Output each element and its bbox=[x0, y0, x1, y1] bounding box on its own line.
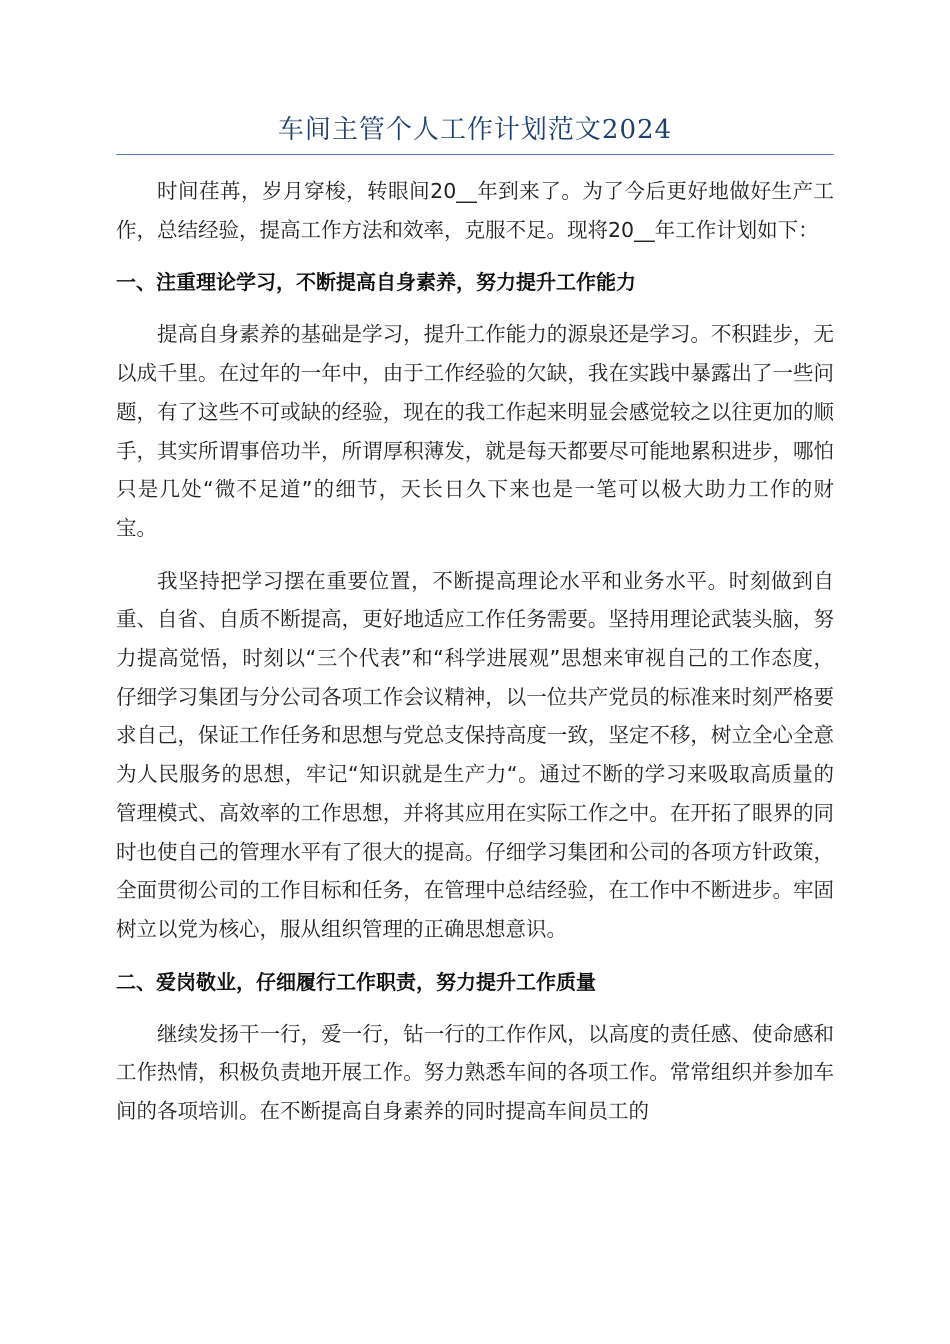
section-1-paragraph-2: 我坚持把学习摆在重要位置，不断提高理论水平和业务水平。时刻做到自重、自省、自质不断提高，更好地适应工作任务需要。坚持用理论武装头脑，努力提高觉悟，时刻以“三个代表”和“科学进展观”思想来审视自己的工作态度，仔细学习集团与分公司各项工作会议精神，以一位共产党员的标准来时刻严格要求自己，保证工作任务和思想与党总支保持高度一致，坚定不移，树立全心全意为人民服务的思想，牢记“知识就是生产力“。通过不断的学习来吸取高质量的管理模式、高效率的工作思想，并将其应用在实际工作之中。在开拓了眼界的同时也使自己的管理水平有了很大的提高。仔细学习集团和公司的各项方针政策，全面贯彻公司的工作目标和任务，在管理中总结经验，在工作中不断进步。牢固树立以党为核心，服从组织管理的正确思想意识。 bbox=[116, 568, 834, 941]
section-1-paragraph-1: 提高自身素养的基础是学习，提升工作能力的源泉还是学习。不积跬步，无以成千里。在过年的一年中，由于工作经验的欠缺，我在实践中暴露出了一些问题，有了这些不可或缺的经验，现在的我工作起来明显会感觉较之以往更加的顺手，其实所谓事倍功半，所谓厚积薄发，就是每天都要尽可能地累积进步，哪怕只是几处“微不足道”的细节，天长日久下来也是一笔可以极大助力工作的财宝。 bbox=[116, 322, 834, 540]
section-2-paragraph-1: 继续发扬干一行，爱一行，钻一行的工作作风，以高度的责任感、使命感和工作热情，积极负责地开展工作。努力熟悉车间的各项工作。常常组织并参加车间的各项培训。在不断提高自身素养的同时提高车间员工的 bbox=[116, 1021, 834, 1124]
document-body bbox=[116, 172, 834, 1145]
section-1-heading: 一、注重理论学习，不断提高自身素养，努力提升工作能力 bbox=[116, 270, 636, 295]
title-underline bbox=[116, 154, 834, 155]
section-2-heading: 二、爱岗敬业，仔细履行工作职责，努力提升工作质量 bbox=[116, 969, 596, 994]
intro-paragraph: 时间荏苒，岁月穿梭，转眼间20__年到来了。为了今后更好地做好生产工作，总结经验，提高工作方法和效率，克服不足。现将20__年工作计划如下： bbox=[116, 179, 834, 242]
document-title: 车间主管个人工作计划范文2024 bbox=[277, 115, 673, 145]
